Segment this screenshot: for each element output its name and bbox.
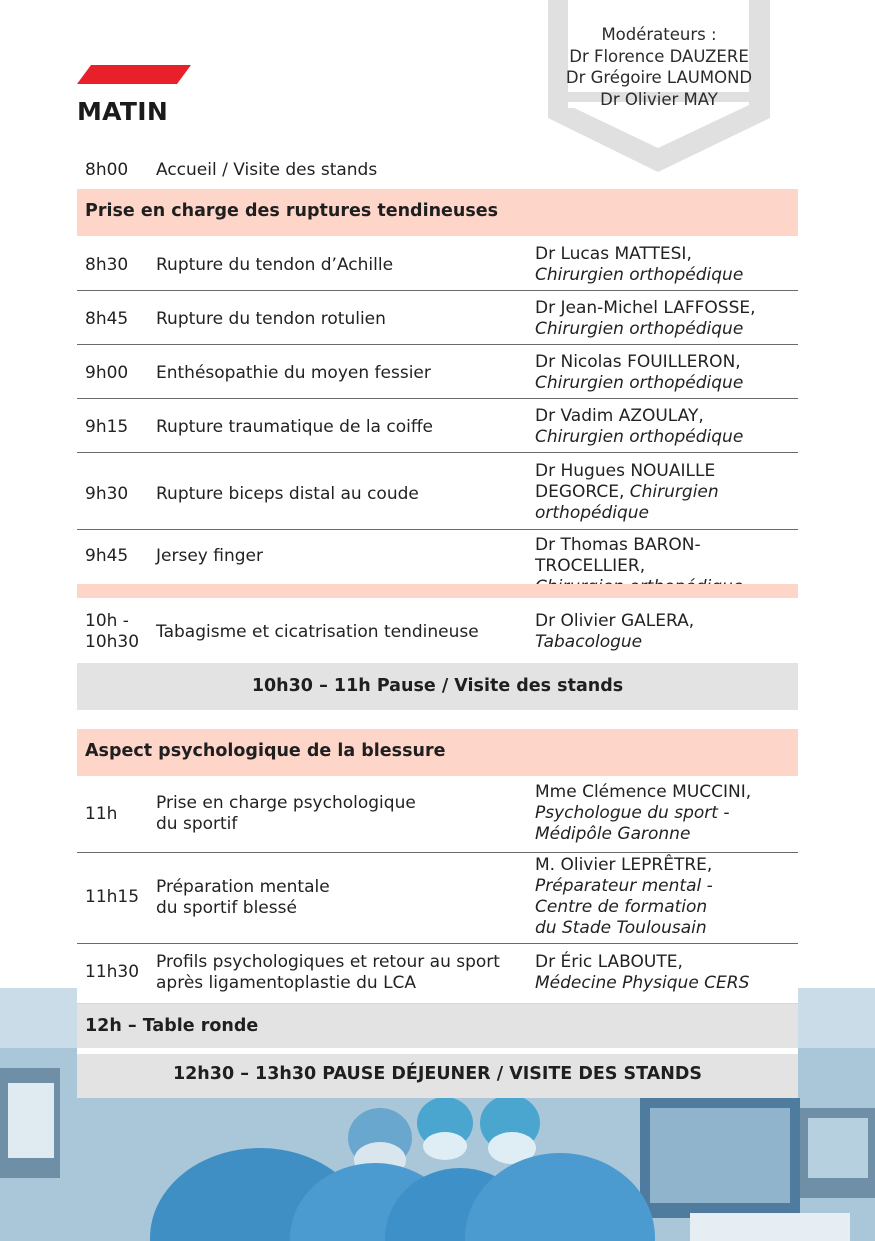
section-title: MATIN [77, 97, 169, 126]
separator-band [77, 584, 798, 598]
moderator-name: Dr Florence DAUZERE [569, 46, 749, 66]
speaker: Dr Éric LABOUTE, Médecine Physique CERS [535, 952, 750, 993]
talk-title: Enthésopathie du moyen fessier [156, 363, 431, 383]
lunch-label: 12h30 – 13h30 PAUSE DÉJEUNER / VISITE DES STANDS [172, 1064, 703, 1084]
moderator-name: Dr Grégoire LAUMOND [565, 68, 753, 87]
red-accent-bar [77, 65, 191, 84]
speaker: Mme Clémence MUCCINI, Psychologue du sport - Médipôle Garonne [535, 782, 752, 844]
talk-title: Rupture traumatique de la coiffe [156, 417, 434, 437]
speaker: Dr Thomas BARON-TROCELLIER, [535, 535, 701, 576]
time: 8h45 [85, 309, 129, 329]
speaker: Dr Nicolas FOUILLERON, Chirurgien orthopédique [535, 352, 744, 393]
schedule-row [77, 237, 798, 291]
time: 11h30 [85, 962, 140, 982]
lunch-banner [77, 1054, 798, 1098]
session-header [77, 729, 798, 776]
speaker: M. Olivier LEPRÊTRE, Préparateur mental - Centre de formation du Stade Toulousain [535, 855, 713, 938]
schedule-row [77, 453, 798, 530]
schedule-row [77, 345, 798, 399]
table-ronde-label: 12h – Table ronde [85, 1016, 259, 1036]
speaker: Dr Olivier GALERA, Tabacologue [535, 611, 695, 652]
talk-title: Rupture biceps distal au coude [156, 484, 419, 504]
schedule-row [77, 853, 798, 944]
time: 8h00 [85, 160, 129, 180]
time: 10h - 10h30 [85, 611, 140, 652]
talk-title: Rupture du tendon d’Achille [156, 255, 394, 275]
schedule-row [77, 600, 798, 662]
schedule-row [77, 944, 798, 1003]
pause-label: 10h30 – 11h Pause / Visite des stands [251, 676, 624, 696]
talk-title: Préparation mentale du sportif blessé [156, 877, 330, 918]
session-header [77, 189, 798, 236]
moderators-block [548, 24, 770, 110]
moderator-name: Dr Olivier MAY [600, 89, 718, 109]
talk-title: Tabagisme et cicatrisation tendineuse [156, 622, 479, 642]
table-ronde-banner [77, 1004, 798, 1048]
talk-title: Jersey finger [156, 546, 263, 566]
talk-title: Rupture du tendon rotulien [156, 309, 386, 329]
time: 11h15 [85, 887, 140, 907]
time: 8h30 [85, 255, 129, 275]
speaker: Dr Vadim AZOULAY, Chirurgien orthopédique [535, 406, 744, 447]
schedule-row [77, 777, 798, 853]
speaker: Dr Lucas MATTESI, Chirurgien orthopédique [535, 244, 744, 285]
session-header-title: Prise en charge des ruptures tendineuses [85, 201, 499, 221]
session-title: Accueil / Visite des stands [156, 160, 378, 180]
session-header-title: Aspect psychologique de la blessure [85, 741, 446, 761]
speaker: Dr Hugues NOUAILLE DEGORCE, Chirurgien orthopédique [535, 461, 719, 523]
time: 9h00 [85, 363, 129, 383]
talk-title: Profils psychologiques et retour au sport après ligamentoplastie du LCA [156, 952, 500, 993]
talk-title: Prise en charge psychologique du sportif [156, 793, 416, 834]
time: 9h15 [85, 417, 129, 437]
schedule-row [77, 291, 798, 345]
pause-banner [77, 663, 798, 710]
time: 9h45 [85, 546, 129, 566]
schedule-row [77, 530, 798, 583]
speaker: Dr Jean-Michel LAFFOSSE, Chirurgien orthopédique [535, 298, 756, 339]
schedule-row-accueil [77, 160, 798, 188]
schedule-row [77, 399, 798, 453]
moderators-heading: Modérateurs : [601, 25, 717, 44]
time: 11h [85, 804, 118, 824]
time: 9h30 [85, 484, 129, 504]
